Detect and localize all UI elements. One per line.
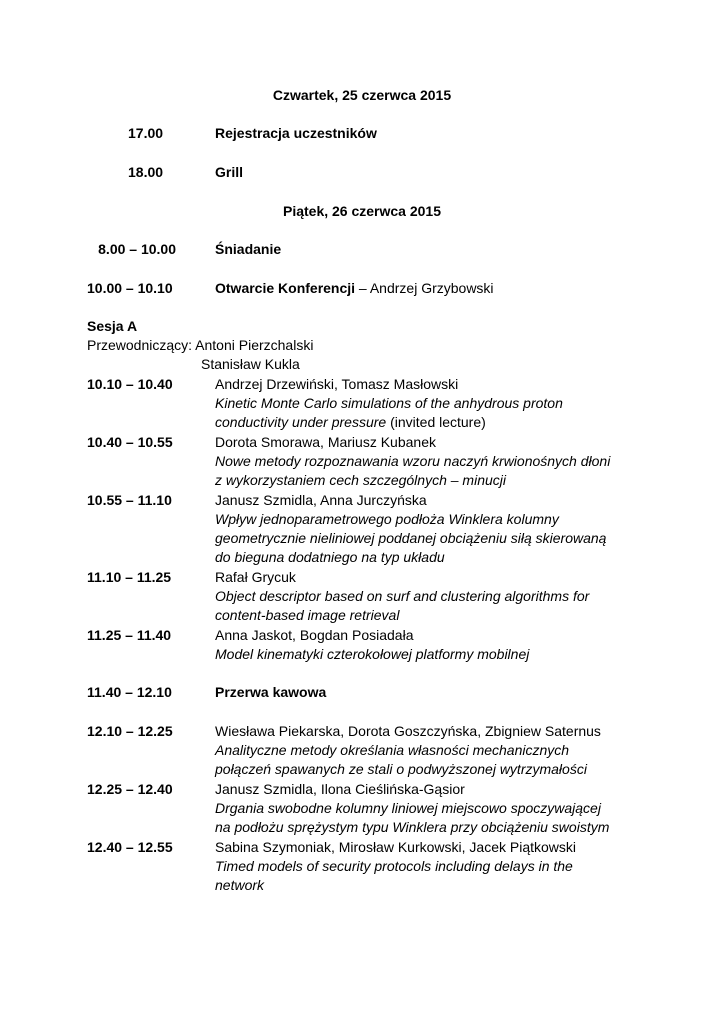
talk-time: 12.25 – 12.40 (87, 781, 173, 797)
talk-authors: Janusz Szmidla, Ilona Cieślińska-Gąsior (215, 781, 465, 797)
talk-authors: Janusz Szmidla, Anna Jurczyńska (215, 492, 427, 508)
talk-title-line: Wpływ jednoparametrowego podłoża Winklera kolumny (215, 511, 559, 527)
opening-title: Otwarcie Konferencji (215, 280, 356, 296)
break-title: Przerwa kawowa (215, 684, 327, 700)
talk-time: 12.40 – 12.55 (87, 839, 173, 855)
talk-authors: Wiesława Piekarska, Dorota Goszczyńska, Zbigniew Saternus (215, 723, 601, 739)
opening-time: 10.00 – 10.10 (87, 280, 173, 296)
talk-title-line: geometrycznie nieliniowej poddanej obciążeniu siłą skierowaną (215, 530, 607, 546)
talk-authors: Rafał Grycuk (215, 569, 296, 585)
talk-title-line: z wykorzystaniem cech szczególnych – minucji (215, 472, 506, 488)
day1-item-time: 17.00 (128, 125, 164, 141)
talk-title-line: Drgania swobodne kolumny liniowej miejscowo spoczywającej (215, 800, 601, 816)
talk-authors: Andrzej Drzewiński, Tomasz Masłowski (215, 376, 459, 392)
talk-time: 11.10 – 11.25 (87, 569, 172, 585)
talk-title-line: Kinetic Monte Carlo simulations of the anhydrous proton (215, 395, 563, 411)
talk-title-line: Analityczne metody określania własności mechanicznych (215, 742, 570, 758)
talk-title-line: na podłożu sprężystym typu Winklera przy obciążeniu swoistym (215, 819, 610, 835)
day2-heading: Piątek, 26 czerwca 2015 (282, 203, 441, 219)
talk-title-text: conductivity under pressure (215, 414, 387, 430)
talk-authors: Dorota Smorawa, Mariusz Kubanek (215, 434, 436, 450)
talk-authors: Sabina Szymoniak, Mirosław Kurkowski, Jacek Piątkowski (215, 839, 577, 855)
day1-heading: Czwartek, 25 czerwca 2015 (272, 87, 452, 103)
day1-item-time: 18.00 (128, 164, 164, 180)
talk-title-line: Timed models of security protocols including delays in the (215, 858, 573, 874)
talk-title-line: połączeń spawanych ze stali o podwyższonej wytrzymałości (215, 761, 587, 777)
talk-time: 10.10 – 10.40 (87, 376, 173, 392)
breakfast-title: Śniadanie (215, 241, 282, 257)
session-chair-second: Stanisław Kukla (201, 356, 300, 372)
talk-title-line: Object descriptor based on surf and clustering algorithms for (215, 588, 590, 604)
talk-authors: Anna Jaskot, Bogdan Posiadała (215, 627, 414, 643)
talk-title-line (215, 413, 486, 433)
session-chair-line: Przewodniczący: Antoni Pierzchalski (87, 337, 314, 353)
breakfast-time: 8.00 – 10.00 (98, 241, 176, 257)
day1-item-title: Grill (215, 164, 244, 180)
talk-title-line: do bieguna dodatniego na typ układu (215, 549, 445, 565)
talk-time: 12.10 – 12.25 (87, 723, 173, 739)
talk-time: 11.25 – 11.40 (87, 627, 172, 643)
talk-time: 10.55 – 11.10 (87, 492, 172, 508)
opening-speaker: – Andrzej Grzybowski (355, 280, 494, 296)
talk-time: 10.40 – 10.55 (87, 434, 173, 450)
break-time: 11.40 – 12.10 (87, 684, 172, 700)
opening-line (215, 279, 494, 299)
day1-item-title: Rejestracja uczestników (215, 125, 377, 141)
talk-title-line: Nowe metody rozpoznawania wzoru naczyń krwionośnych dłoni (215, 453, 611, 469)
talk-title-line: Model kinematyki czterokołowej platformy mobilnej (215, 646, 530, 662)
session-title: Sesja A (87, 318, 138, 334)
talk-title-line: content-based image retrieval (215, 607, 400, 623)
talk-title-line: network (215, 877, 265, 893)
talk-note: (invited lecture) (386, 414, 486, 430)
